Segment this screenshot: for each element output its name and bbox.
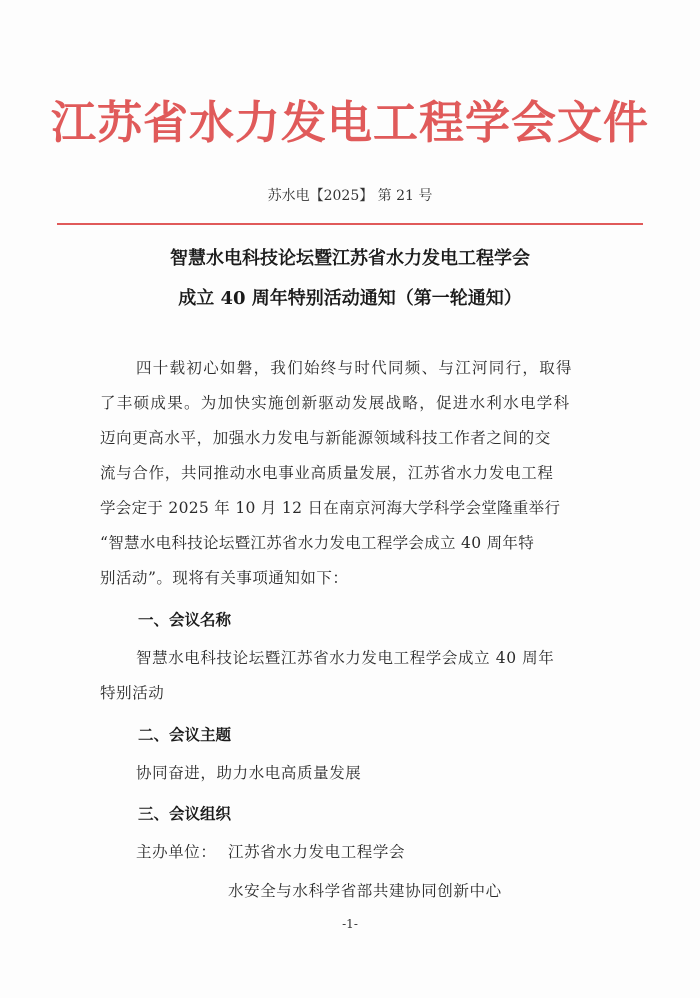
host-organization-2: 水安全与水科学省部共建协同创新中心 (228, 882, 502, 900)
org-header-title: 江苏省水力发电工程学会文件 (50, 96, 649, 149)
intro-line: 学会定于 2025 年 10 月 12 日在南京河海大学科学会堂隆重举行 (100, 499, 561, 517)
notice-title-line-2: 成立 40 周年特别活动通知（第一轮通知） (178, 288, 522, 309)
meeting-theme-text: 协同奋进，助力水电高质量发展 (136, 764, 362, 782)
page-number: -1- (342, 917, 358, 931)
section-heading-meeting-name: 一、会议名称 (138, 610, 232, 629)
meeting-name-line-1: 智慧水电科技论坛暨江苏省水力发电工程学会成立 40 周年 (136, 649, 555, 667)
host-label: 主办单位： (136, 843, 217, 861)
intro-line: 流与合作，共同推动水电事业高质量发展，江苏省水力发电工程 (100, 464, 554, 482)
meeting-name-line-2: 特别活动 (100, 684, 165, 702)
intro-line: 别活动”。现将有关事项通知如下： (100, 569, 349, 587)
intro-line: 迈向更高水平，加强水力发电与新能源领域科技工作者之间的交 (100, 429, 551, 447)
intro-line: “智慧水电科技论坛暨江苏省水力发电工程学会成立 40 周年特 (100, 534, 535, 552)
red-divider-line (57, 223, 643, 225)
intro-line: 四十载初心如磐，我们始终与时代同频、与江河同行，取得 (136, 359, 573, 377)
notice-title-line-1: 智慧水电科技论坛暨江苏省水力发电工程学会 (170, 248, 530, 269)
section-heading-meeting-theme: 二、会议主题 (138, 725, 232, 744)
intro-line: 了丰硕成果。为加快实施创新驱动发展战略，促进水利水电学科 (100, 394, 571, 412)
section-heading-meeting-organization: 三、会议组织 (138, 804, 232, 823)
document-number: 苏水电【2025】 第 21 号 (267, 188, 433, 204)
host-organization-1: 江苏省水力发电工程学会 (228, 843, 406, 861)
